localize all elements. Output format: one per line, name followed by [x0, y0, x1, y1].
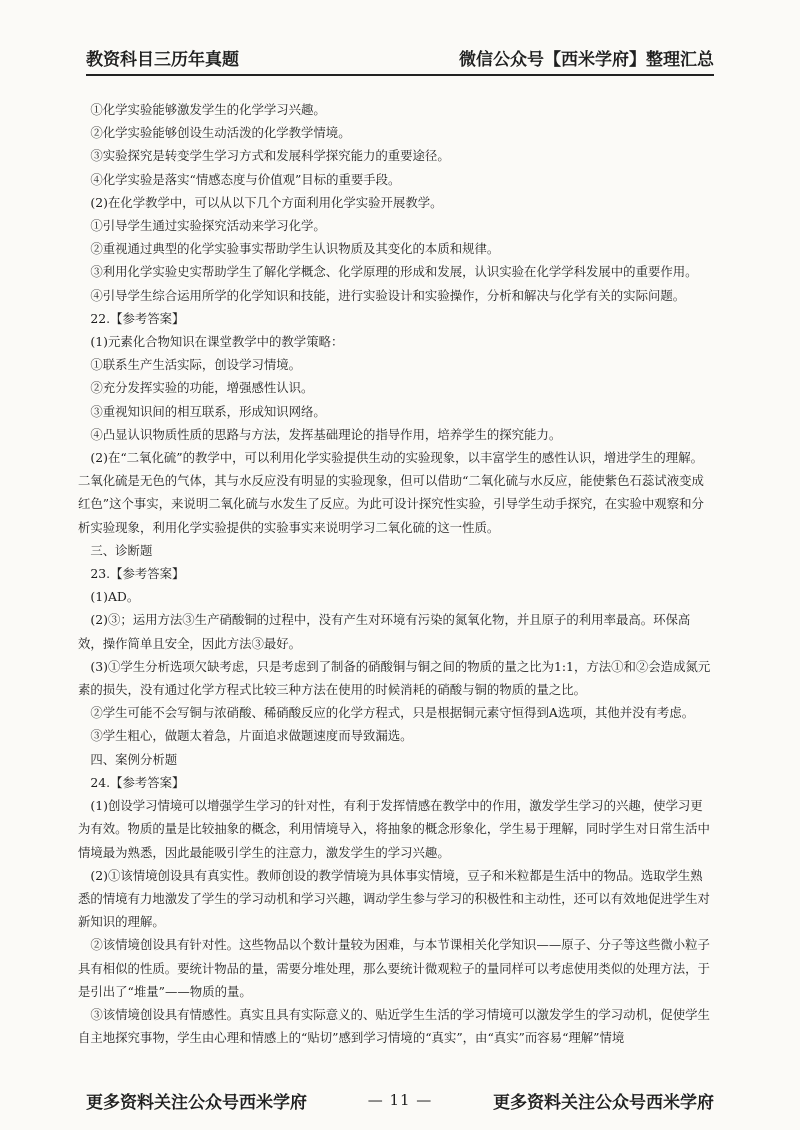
paragraph: ①引导学生通过实验探究活动来学习化学。: [90, 218, 326, 234]
paragraph: (1)创设学习情境可以增强学生学习的针对性，有利于发挥情感在教学中的作用，激发学生学习的兴趣，使学习更为有效。物质的量是比较抽象的概念，利用情境导入，将抽象的概念形象化，学生易于理解，同时学生对日常生活中情境最为熟悉，因此最能吸引学生的注意力，激发学生的学习兴趣。: [78, 798, 710, 860]
section-heading: 四、案例分析题: [90, 751, 178, 767]
paragraph: (2)在化学教学中，可以从以下几个方面利用化学实验开展教学。: [90, 194, 443, 210]
paragraph: (1)元素化合物知识在课堂教学中的教学策略：: [90, 334, 344, 350]
paragraph: ④化学实验是落实“情感态度与价值观”目标的重要手段。: [90, 171, 401, 187]
answer-heading: 24.【参考答案】: [90, 774, 185, 790]
paragraph: (3)①学生分析选项欠缺考虑，只是考虑到了制备的硝酸铜与铜之间的物质的量之比为1:1，方法①和②会造成氮元素的损失，没有通过化学方程式比较三种方法在使用的时候消耗的硝酸与铜的物质的量之比。: [78, 658, 711, 698]
footer-left-note: 更多资料关注公众号西米学府: [86, 1092, 307, 1113]
paragraph: ③利用化学实验史实帮助学生了解化学概念、化学原理的形成和发展，认识实验在化学学科发展中的重要作用。: [90, 264, 698, 280]
paragraph: ④引导学生综合运用所学的化学知识和技能，进行实验设计和实验操作，分析和解决与化学有关的实际问题。: [90, 287, 686, 303]
paragraph: ④凸显认识物质性质的思路与方法，发挥基础理论的指导作用，培养学生的探究能力。: [90, 426, 562, 442]
answer-heading: 22.【参考答案】: [90, 310, 185, 326]
paragraph: ②该情境创设具有针对性。这些物品以个数计量较为困难，与本节课相关化学知识——原子、分子等这些微小粒子具有相似的性质。要统计物品的量，需要分堆处理，那么要统计微观粒子的量同样可以考虑使用类似的处理方法，于是引出了“堆量”——物质的量。: [78, 937, 710, 999]
paragraph: (1)AD。: [90, 589, 140, 605]
paragraph: ③该情境创设具有情感性。真实且具有实际意义的、贴近学生生活的学习情境可以激发学生的学习动机，促使学生自主地探究事物，学生由心理和情感上的“贴切”感到学习情境的“真实”，由“真实”而容易“理解”情境: [78, 1006, 710, 1046]
page-body: [78, 98, 714, 1049]
paragraph: (2)在“二氧化硫”的教学中，可以利用化学实验提供生动的实验现象，以丰富学生的感性认识，增进学生的理解。二氧化硫是无色的气体，其与水反应没有明显的实验现象，但可以借助“二氧化硫与水反应，能使紫色石蕊试液变成红色”这个事实，来说明二氧化硫与水发生了反应。为此可设计探究性实验，引导学生动手探究，在实验中观察和分析实验现象，利用化学实验提供的实验事实来说明学习二氧化硫的这一性质。: [78, 450, 704, 535]
paragraph: (2)③；运用方法③生产硝酸铜的过程中，没有产生对环境有污染的氮氧化物，并且原子的利用率最高。环保高效，操作简单且安全，因此方法③最好。: [78, 612, 691, 651]
paragraph: ①联系生产生活实际，创设学习情境。: [90, 357, 302, 373]
paragraph: ③学生粗心，做题太着急，片面追求做题速度而导致漏选。: [90, 728, 413, 744]
header-left-title: 教资科目三历年真题: [86, 50, 239, 70]
footer-right-note: 更多资料关注公众号西米学府: [493, 1092, 714, 1113]
page-number: — 11 —: [367, 1091, 433, 1109]
paragraph: ②充分发挥实验的功能，增强感性认识。: [90, 380, 314, 396]
paragraph: ②化学实验能够创设生动活泼的化学教学情境。: [90, 125, 351, 141]
section-heading: 三、诊断题: [90, 542, 153, 558]
page-header: [86, 40, 714, 76]
paragraph: ②重视通过典型的化学实验事实帮助学生认识物质及其变化的本质和规律。: [90, 241, 500, 257]
paragraph: ①化学实验能够激发学生的化学学习兴趣。: [90, 102, 326, 117]
answer-heading: 23.【参考答案】: [90, 566, 185, 582]
paragraph: ③实验探究是转变学生学习方式和发展科学探究能力的重要途径。: [90, 148, 450, 164]
header-right-title: 微信公众号【西米学府】整理汇总: [459, 50, 714, 70]
page-footer: [86, 1085, 714, 1115]
paragraph: ③重视知识间的相互联系，形成知识网络。: [90, 403, 326, 419]
paragraph: (2)①该情境创设具有真实性。教师创设的教学情境为具体事实情境，豆子和米粒都是生活中的物品。选取学生熟悉的情境有力地激发了学生的学习动机和学习兴趣，调动学生参与学习的积极性和主动性，还可以有效地促进学生对新知识的理解。: [78, 867, 710, 930]
paragraph: ②学生可能不会写铜与浓硝酸、稀硝酸反应的化学方程式，只是根据铜元素守恒得到A选项，其他并没有考虑。: [90, 705, 695, 721]
